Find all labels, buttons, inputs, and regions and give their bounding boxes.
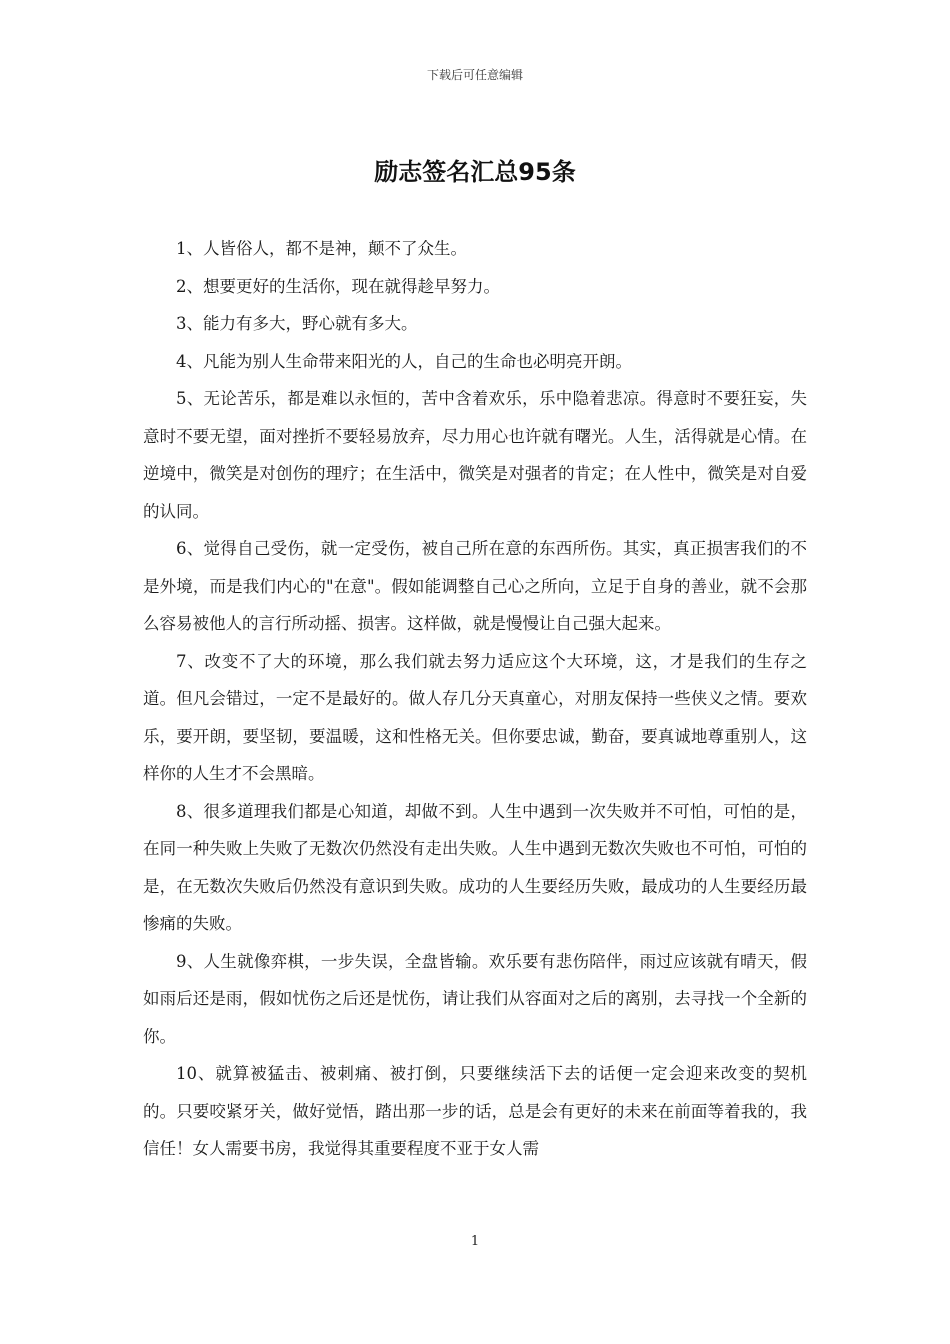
- document-body: [143, 230, 807, 1168]
- paragraph: 6、觉得自己受伤，就一定受伤，被自己所在意的东西所伤。其实，真正损害我们的不是外境，而是我们内心的"在意"。假如能调整自己心之所向，立足于自身的善业，就不会那么容易被他人的言行所动摇、损害。这样做，就是慢慢让自己强大起来。: [143, 539, 807, 633]
- paragraph: 9、人生就像弈棋，一步失误，全盘皆输。欢乐要有悲伤陪伴，雨过应该就有晴天，假如雨后还是雨，假如忧伤之后还是忧伤，请让我们从容面对之后的离别，去寻找一个全新的你。: [143, 951, 807, 1046]
- paragraph: 4、凡能为别人生命带来阳光的人，自己的生命也必明亮开朗。: [176, 351, 632, 371]
- document-title: 励志签名汇总95条: [374, 158, 576, 186]
- paragraph: 2、想要更好的生活你，现在就得趁早努力。: [176, 276, 500, 296]
- paragraph: 10、就算被猛击、被刺痛、被打倒，只要继续活下去的话便一定会迎来改变的契机的。只要咬紧牙关，做好觉悟，踏出那一步的话，总是会有更好的未来在前面等着我的，我信任！女人需要书房，我觉得其重要程度不亚于女人需: [143, 1064, 807, 1158]
- paragraph: 1、人皆俗人，都不是神，颠不了众生。: [176, 239, 467, 258]
- paragraph: 5、无论苦乐，都是难以永恒的，苦中含着欢乐，乐中隐着悲凉。得意时不要狂妄，失意时不要无望，面对挫折不要轻易放弃，尽力用心也许就有曙光。人生，活得就是心情。在逆境中，微笑是对创伤的理疗；在生活中，微笑是对强者的肯定；在人性中，微笑是对自爱的认同。: [143, 389, 807, 521]
- page-number: 1: [470, 1234, 480, 1249]
- header-note: 下载后可任意编辑: [426, 68, 523, 82]
- paragraph: 3、能力有多大，野心就有多大。: [176, 314, 418, 333]
- paragraph: 8、很多道理我们都是心知道，却做不到。人生中遇到一次失败并不可怕，可怕的是，在同一种失败上失败了无数次仍然没有走出失败。人生中遇到无数次失败也不可怕，可怕的是，在无数次失败后仍然没有意识到失败。成功的人生要经历失败，最成功的人生要经历最惨痛的失败。: [143, 801, 807, 933]
- paragraph: 7、改变不了大的环境，那么我们就去努力适应这个大环境，这，才是我们的生存之道。但凡会错过，一定不是最好的。做人存几分天真童心，对朋友保持一些侠义之情。要欢乐，要开朗，要坚韧，要温暖，这和性格无关。但你要忠诚，勤奋，要真诚地尊重别人，这样你的人生才不会黑暗。: [143, 651, 807, 783]
